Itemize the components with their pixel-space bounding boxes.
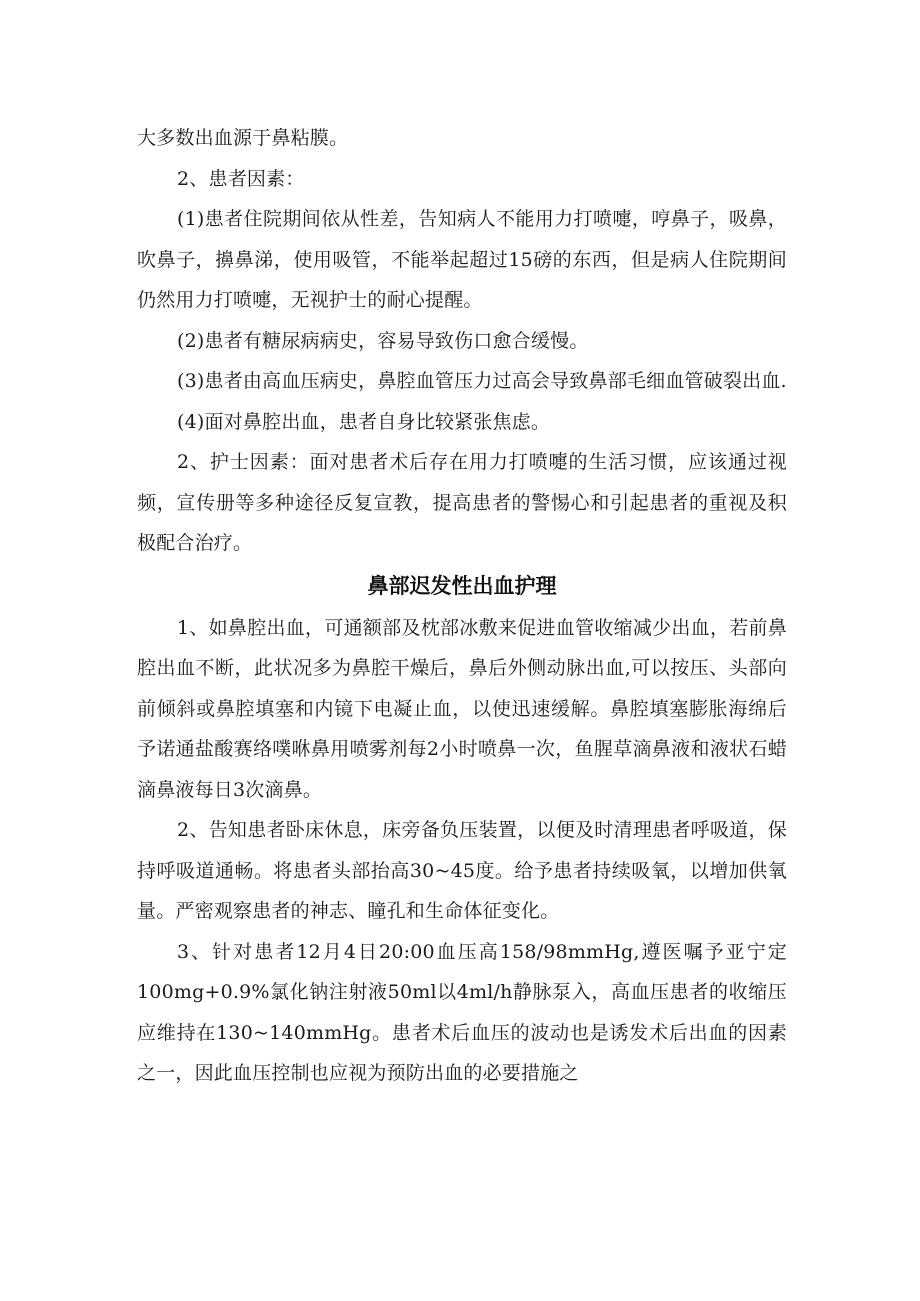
patient-factor-item-2: (2)患者有糖尿病病史，容易导致伤口愈合缓慢。	[177, 329, 589, 352]
care-item-1: 1、如鼻腔出血，可通额部及枕部冰敷来促进血管收缩减少出血，若前鼻腔出血不断，此状况多为鼻腔干燥后，鼻后外侧动脉出血,可以按压、头部向前倾斜或鼻腔填塞和内镜下电凝止血，以使迅速缓解。鼻腔填塞膨胀海绵后予诺通盐酸赛络噗咻鼻用喷雾剂每2小时喷鼻一次，鱼腥草滴鼻液和液状石蜡滴鼻液每日3次滴鼻。	[137, 616, 787, 801]
patient-factors-title: 2、患者因素：	[177, 167, 305, 190]
document-body	[137, 118, 787, 1094]
care-item-3: 3、针对患者12月4日20:00血压高158/98mmHg,遵医嘱予亚宁定100mg+0.9%氯化钠注射液50ml以4ml/h静脉泵入，高血压患者的收缩压应维持在130~140mmHg。患者术后血压的波动也是诱发术后出血的因素之一，因此血压控制也应视为预防出血的必要措施之	[137, 940, 787, 1084]
patient-factor-item-4: (4)面对鼻腔出血，患者自身比较紧张焦虑。	[177, 410, 551, 433]
patient-factor-item-3: (3)患者由高血压病史，鼻腔血管压力过高会导致鼻部毛细血管破裂出血.	[177, 370, 787, 392]
section-title: 鼻部迟发性出血护理	[367, 573, 557, 598]
care-item-2: 2、告知患者卧床休息，床旁备负压装置，以便及时清理患者呼吸道，保持呼吸道通畅。将患者头部抬高30~45度。给予患者持续吸氧，以增加供氧量。严密观察患者的神志、瞳孔和生命体征变化。	[137, 819, 787, 922]
patient-factor-item-1: (1)患者住院期间依从性差，告知病人不能用力打喷嚏，哼鼻子，吸鼻，吹鼻子，擤鼻涕，使用吸管，不能举起超过15磅的东西，但是病人住院期间仍然用力打喷嚏，无视护士的耐心提醒。	[137, 208, 787, 311]
nurse-factors-paragraph: 2、护士因素：面对患者术后存在用力打喷嚏的生活习惯，应该通过视频，宣传册等多种途径反复宣教，提高患者的警惕心和引起患者的重视及积极配合治疗。	[137, 451, 787, 554]
intro-line: 大多数出血源于鼻粘膜。	[137, 127, 349, 149]
